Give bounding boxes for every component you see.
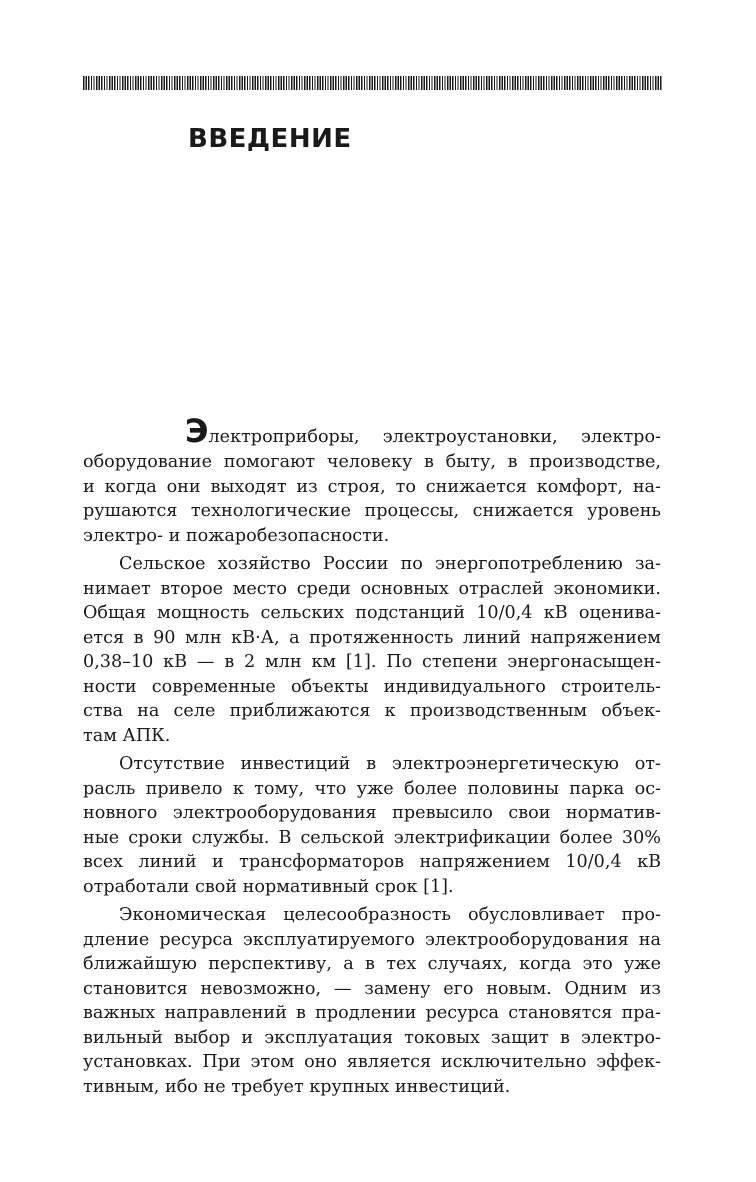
drop-cap: Э: [185, 412, 209, 450]
text-line: расль привело к тому, что уже более половины парка ос-: [83, 778, 661, 799]
text-line: установках. При этом оно является исключительно эффек-: [83, 1052, 661, 1072]
text-line: ется в 90 млн кВ·А, а протяженность линий напряжением: [83, 627, 661, 648]
text-line: ности современные объекты индивидуального строитель-: [83, 676, 661, 697]
paragraph: [83, 552, 661, 748]
text-line: электро- и пожаробезопасности.: [83, 525, 390, 546]
text-line: Электроприборы, электроустановки, электро-: [185, 412, 661, 450]
text-line: становится невозможно, — замену его новым. Одним из: [83, 978, 661, 999]
text-line: нимает второе место среди основных отраслей экономики.: [83, 578, 661, 599]
header-rule: [83, 76, 663, 90]
text-line: всех линий и трансформаторов напряжением 10/0,4 кВ: [83, 852, 661, 872]
text-line: Сельское хозяйство России по энергопотреблению за-: [119, 554, 661, 574]
text-line: тивным, ибо не требует крупных инвестиций.: [83, 1076, 511, 1097]
text-line: отработали свой нормативный срок [1].: [83, 876, 454, 897]
text-line: ные сроки службы. В сельской электрификации более 30%: [83, 827, 661, 848]
text-line: новного электрооборудования превысило свои норматив-: [83, 803, 661, 823]
text-line: важных направлений в продлении ресурса становятся пра-: [83, 1003, 661, 1023]
body-text: [83, 412, 661, 1099]
text-line: и когда они выходят из строя, то снижается комфорт, на-: [83, 476, 661, 497]
text-line: вильный выбор и эксплуатация токовых защит в электро-: [83, 1027, 661, 1048]
text-line: Экономическая целесообразность обусловливает про-: [119, 905, 661, 925]
paragraph: [83, 903, 661, 1099]
text-line: Отсутствие инвестиций в электроэнергетическую от-: [119, 754, 661, 774]
chapter-heading: ВВЕДЕНИЕ: [188, 124, 352, 154]
paragraph: [83, 412, 661, 548]
text-line: дление ресурса эксплуатируемого электрооборудования на: [83, 929, 661, 950]
text-line: там АПК.: [83, 725, 171, 746]
text-line: Общая мощность сельских подстанций 10/0,4 кВ оценива-: [83, 603, 661, 623]
text-line: 0,38–10 кВ — в 2 млн км [1]. По степени энергонасыщен-: [83, 652, 661, 672]
text-line: оборудование помогают человеку в быту, в производстве,: [83, 452, 661, 472]
text-line: ближайшую перспективу, а в тех случаях, когда это уже: [83, 954, 661, 974]
text-line: ства на селе приближаются к производственным объек-: [83, 701, 661, 721]
text-line: рушаются технологические процессы, снижается уровень: [83, 501, 661, 521]
paragraph: [83, 752, 661, 899]
